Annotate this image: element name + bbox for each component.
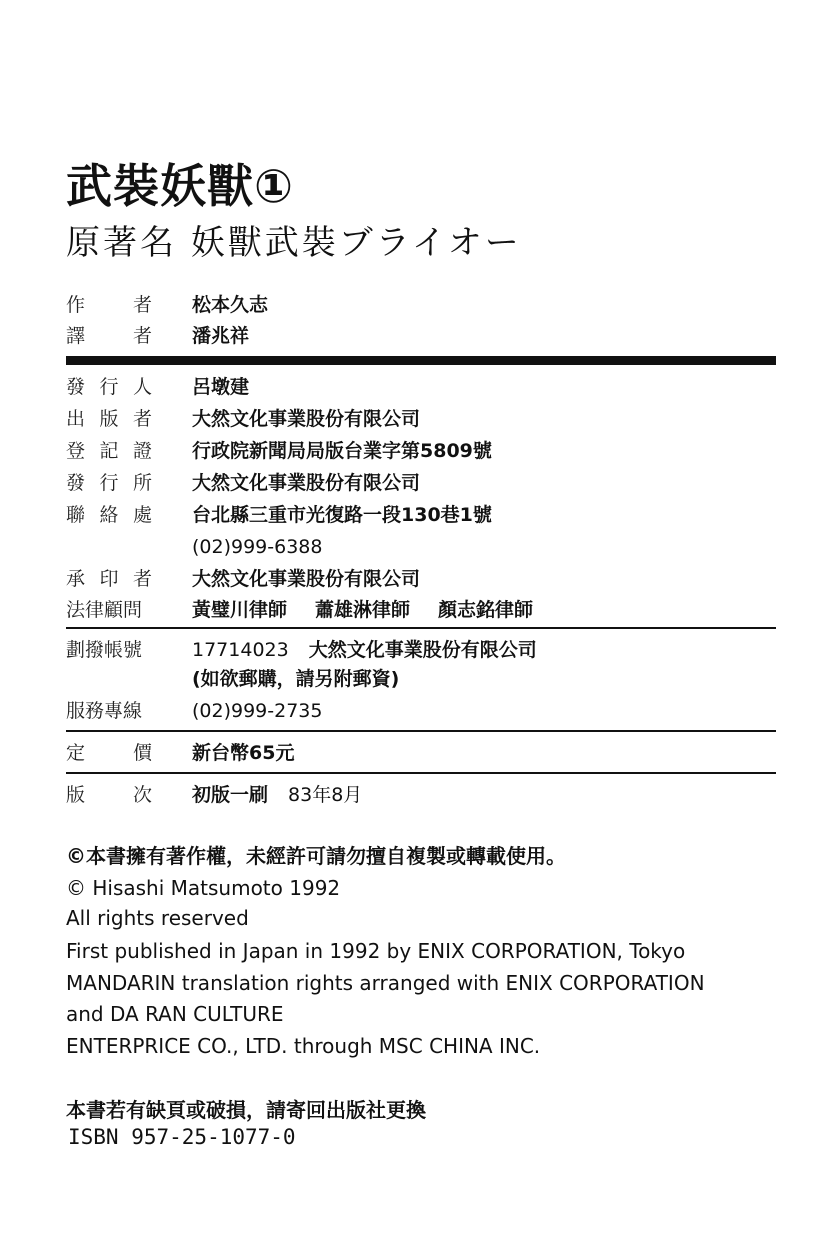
- lawyer-3: 顏志銘律師: [438, 599, 534, 621]
- divider-1: [66, 627, 776, 629]
- publisher-person-label: 發 行 人: [66, 376, 152, 398]
- divider-2: [66, 730, 776, 732]
- legal-label: 法律顧問: [66, 599, 143, 621]
- translation-line-1: MANDARIN translation rights arranged with ENIX CORPORATION: [66, 971, 705, 995]
- registration-label: 登 記 證: [66, 440, 152, 462]
- price-label: 定 價: [66, 742, 152, 764]
- edition-value: [192, 780, 362, 810]
- original-title: 原著名 妖獸武裝ブライオー: [66, 223, 522, 263]
- translator-value: 潘兆祥: [192, 325, 250, 347]
- account-name: 大然文化事業股份有限公司: [308, 639, 537, 661]
- divider-3: [66, 772, 776, 774]
- account-label: 劃撥帳號: [66, 639, 143, 661]
- legal-value: [192, 595, 533, 625]
- author-label: 作 者: [66, 294, 152, 316]
- account-note: (如欲郵購，請另附郵資): [192, 668, 400, 690]
- publisher-label: 出 版 者: [66, 408, 152, 430]
- defect-notice: 本書若有缺頁或破損，請寄回出版社更換: [66, 1098, 426, 1122]
- lawyer-2: 蕭雄淋律師: [315, 599, 411, 621]
- book-title: 武裝妖獸①: [66, 159, 294, 213]
- service-label: 服務專線: [66, 700, 143, 722]
- edition-print: 初版一刷: [192, 784, 269, 806]
- lawyer-1: 黃璧川律師: [192, 599, 288, 621]
- printer-label: 承 印 者: [66, 568, 152, 590]
- distributor-label: 發 行 所: [66, 472, 152, 494]
- account-value: [192, 635, 537, 665]
- rights-reserved: All rights reserved: [66, 906, 249, 930]
- translation-line-3: ENTERPRICE CO., LTD. through MSC CHINA INC.: [66, 1034, 541, 1058]
- isbn: ISBN 957-25-1077-0: [68, 1125, 296, 1149]
- service-value: (02)999-2735: [192, 700, 323, 722]
- first-published: First published in Japan in 1992 by ENIX CORPORATION, Tokyo: [66, 939, 686, 963]
- contact-label: 聯 絡 處: [66, 504, 152, 526]
- price-value: 新台幣65元: [192, 742, 295, 764]
- contact-phone: (02)999-6388: [192, 536, 323, 558]
- account-number: 17714023: [192, 639, 289, 661]
- copyright-holder: © Hisashi Matsumoto 1992: [66, 876, 341, 900]
- edition-date: 83年8月: [288, 784, 363, 806]
- edition-label: 版 次: [66, 784, 152, 806]
- publisher-person-value: 呂墩建: [192, 376, 250, 398]
- copyright-notice-zh: ©本書擁有著作權，未經許可請勿擅自複製或轉載使用。: [66, 844, 566, 868]
- translator-label: 譯 者: [66, 325, 152, 347]
- thick-divider: [66, 356, 776, 365]
- registration-value: 行政院新聞局局版台業字第5809號: [192, 440, 492, 462]
- contact-address: 台北縣三重市光復路一段130巷1號: [192, 504, 492, 526]
- translation-line-2: and DA RAN CULTURE: [66, 1002, 284, 1026]
- printer-value: 大然文化事業股份有限公司: [192, 568, 421, 590]
- distributor-value: 大然文化事業股份有限公司: [192, 472, 421, 494]
- author-value: 松本久志: [192, 294, 269, 316]
- publisher-value: 大然文化事業股份有限公司: [192, 408, 421, 430]
